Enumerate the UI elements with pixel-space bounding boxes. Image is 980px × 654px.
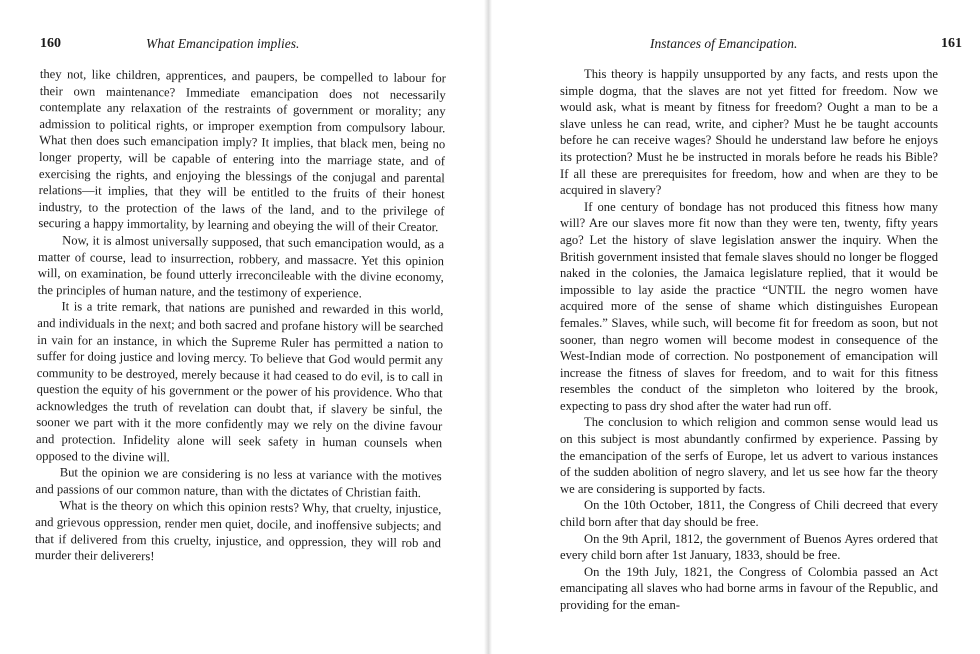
running-title: Instances of Emancipation. — [650, 36, 798, 51]
paragraph: The conclusion to which religion and common sense would lead us on this subject is most abundantly confirmed by experience. Passing by the emancipation of the serfs of Europe, let us advert to various instances of the sudden abolition of negro slavery, and let us see how far the theory we are considering is supported by facts. — [560, 415, 938, 496]
paragraph: On the 19th July, 1821, the Congress of Colombia passed an Act emancipating all slaves who had borne arms in favour of the Republic, and providing for the eman- — [560, 564, 938, 612]
page-number: 160 — [40, 36, 61, 51]
body-text-left — [35, 66, 446, 568]
paragraph: On the 10th October, 1811, the Congress of Chili decreed that every child born after that day should be free. — [560, 498, 938, 530]
running-head-left — [40, 36, 450, 56]
paragraph: On the 9th April, 1812, the government of Buenos Ayres ordered that every child born after 1st January, 1833, should be free. — [560, 531, 938, 563]
paragraph: But the opinion we are considering is no less at variance with the motives and passions of our common nature, than with the dictates of Christian faith. — [35, 465, 442, 500]
left-page — [0, 0, 486, 654]
paragraph: It is a trite remark, that nations are punished and rewarded in this world, and individuals in the next; and both sacred and profane history will be searched in vain for an instance, in which the Supreme Ruler has permitted a nation to suffer for doing justice and loving mercy. To believe that God would permit any community to be destroyed, merely because it had ceased to do evil, is to call in question the equity of his government or the power of his providence. Who that acknowledges the truth of revelation can doubt that, if slavery be sinful, the sooner we part with it the more confidently may we rely on the divine favour and protection. Infidelity alone will seek safety in human counsels when opposed to the divine will. — [35, 299, 444, 465]
paragraph: they not, like children, apprentices, and paupers, be compelled to labour for their own maintenance? Immediate emancipation does not necessarily contemplate any relaxation of the restraints of government or morality; any admission to political rights, or improper exemption from compulsory labour. What then does such emancipation imply? It implies, that black men, being no longer property, will be capable of entering into the marriage state, and of exercising the rights, and enjoying the blessings of the conjugal and parental relations—it implies, that they will be entitled to the fruits of their honest industry, to the protection of the laws of the land, and to the privilege of securing a happy immortality, by learning and obeying the will of their Creator. — [38, 66, 446, 235]
right-page — [490, 0, 980, 654]
page-number: 161 — [941, 36, 962, 51]
body-text-right — [560, 66, 938, 614]
running-head-right — [562, 36, 962, 56]
paragraph: What is the theory on which this opinion rests? Why, that cruelty, injustice, and grievous oppression, render men quiet, docile, and inoffensive subjects; and that if delivered from this cruelty, injustice, and oppression, they will rob and murder their deliverers! — [34, 498, 442, 564]
paragraph: This theory is happily unsupported by any facts, and rests upon the simple dogma, that the slaves are not yet fitted for freedom. Now we would ask, what is meant by fitness for freedom? Ought a man to be a slave unless he can read, write, and cipher? Must he be taught accounts before he can receive wages? Should he understand law before he enjoys its protection? Must he be instructed in morals before he reads his Bible? If all these are prerequisites for freedom, how and when are they to be acquired in slavery? — [560, 67, 938, 198]
running-title: What Emancipation implies. — [146, 36, 300, 51]
paragraph: Now, it is almost universally supposed, that such emancipation would, as a matter of course, lead to insurrection, robbery, and massacre. Yet this opinion will, on examination, be found utterly irreconcileable with the divine economy, the principles of human nature, and the testimony of experience. — [37, 233, 445, 301]
paragraph: If one century of bondage has not produced this fitness how many will? Are our slaves more fit now than they were ten, twenty, fifty years ago? Let the history of slave legislation answer the inquiry. When the British government insisted that female slaves should no longer be flogged naked in the colonies, the Jamaica legislature replied, that it would be impossible to lay aside the practice “UNTIL the negro women have acquired more of the sense of shame which distinguishes European females.” Slaves, while such, will become fit for freedom as soon, but not sooner, than negro women will become modest in consequence of the West-Indian mode of correction. No postponement of emancipation will increase the fitness of slaves for freedom, and to wait for this fitness resembles the conduct of the simpleton who loitered by the brook, expecting to pass dry shod after the water had run off. — [560, 199, 938, 413]
